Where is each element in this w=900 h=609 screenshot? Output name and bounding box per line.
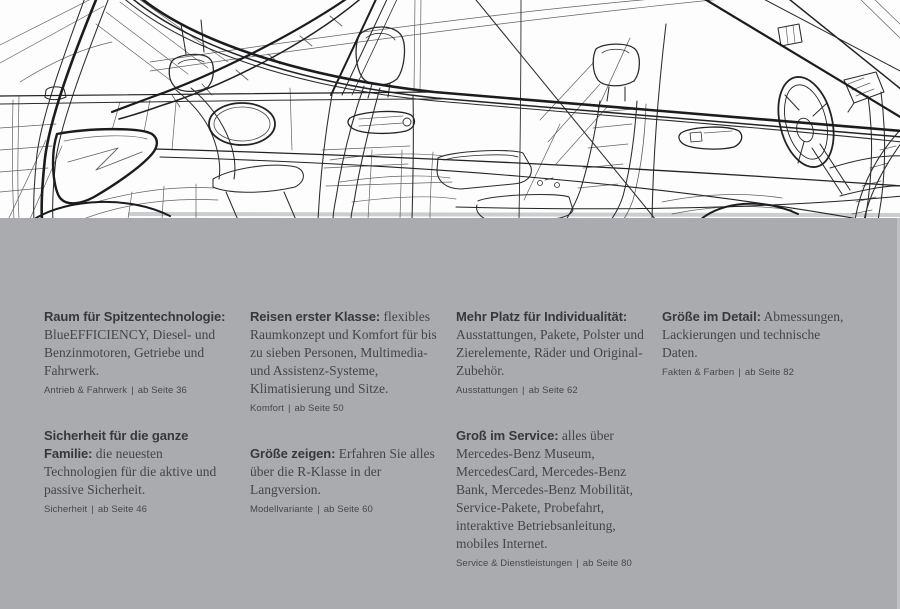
- category-label: Modellvariante: [250, 504, 314, 515]
- feature-block: [662, 308, 852, 379]
- hero-illustration-area: [0, 0, 900, 218]
- car-wireframe-illustration: [0, 0, 900, 218]
- feature-text: [250, 445, 440, 499]
- caption-separator: |: [522, 385, 525, 396]
- page-reference: ab Seite 50: [294, 403, 344, 414]
- page-reference: ab Seite 82: [744, 367, 795, 378]
- feature-caption: [44, 504, 234, 516]
- feature-title: Größe zeigen:: [250, 446, 336, 461]
- feature-caption: [250, 504, 440, 516]
- column-2: [250, 308, 440, 609]
- category-label: Komfort: [250, 403, 284, 414]
- page-reference: ab Seite 60: [323, 504, 373, 515]
- feature-description: BlueEFFICIENCY, Diesel- und Benzinmotoren, Getriebe und Fahrwerk.: [44, 327, 216, 378]
- feature-title: Raum für Spitzentechnologie:: [44, 309, 226, 324]
- feature-text: [662, 308, 852, 362]
- column-1: [44, 308, 234, 609]
- caption-separator: |: [91, 504, 94, 515]
- feature-description: Ausstattungen, Pakete, Polster und Zierelemente, Räder und Original-Zubehör.: [456, 327, 644, 378]
- caption-separator: |: [576, 558, 579, 569]
- category-label: Antrieb & Fahrwerk: [44, 385, 128, 396]
- feature-caption: [456, 558, 646, 570]
- feature-description: Abmessungen, Lackierungen und technische Daten.: [662, 309, 844, 360]
- feature-title: Größe im Detail:: [662, 309, 761, 324]
- column-3: [456, 308, 646, 609]
- feature-text: [456, 427, 646, 553]
- caption-separator: |: [738, 367, 741, 378]
- feature-description: Erfahren Sie alles über die R-Klasse in der Langversion.: [250, 446, 435, 497]
- feature-title: Sicherheit für die ganze Familie:: [44, 428, 189, 461]
- feature-caption: [456, 385, 646, 397]
- caption-separator: |: [317, 504, 320, 515]
- page-reference: ab Seite 62: [528, 385, 578, 396]
- feature-text: [250, 308, 440, 398]
- feature-description: alles über Mercedes-Benz Museum, MercedesCard, Mercedes-Benz Bank, Mercedes-Benz Mobilität, Service-Pakete, Probefahrt, interaktive Betriebsanleitung, mobiles Internet.: [456, 428, 633, 551]
- category-label: Service & Dienstleistungen: [456, 558, 573, 569]
- caption-separator: |: [287, 403, 291, 414]
- feature-text: [44, 308, 234, 380]
- feature-text: [456, 308, 646, 380]
- column-4: [662, 308, 852, 609]
- feature-title: Reisen erster Klasse:: [250, 309, 381, 324]
- feature-block: [456, 308, 646, 397]
- page-reference: ab Seite 80: [582, 558, 632, 569]
- feature-caption: [662, 367, 852, 379]
- page-reference: ab Seite 36: [137, 385, 187, 396]
- feature-block: [44, 308, 234, 397]
- page-reference: ab Seite 46: [97, 504, 147, 515]
- feature-description: flexibles Raumkonzept und Komfort für bis zu sieben Personen, Multimedia- und Assistenz-Systeme, Klimatisierung und Sitze.: [250, 309, 437, 396]
- feature-block: [456, 427, 646, 570]
- feature-caption: [44, 385, 234, 397]
- category-label: Ausstattungen: [456, 385, 519, 396]
- feature-block: [250, 308, 440, 415]
- content-panel: [0, 218, 900, 609]
- feature-block: [44, 427, 234, 516]
- feature-description: die neuesten Technologien für die aktive und passive Sicherheit.: [44, 446, 217, 497]
- feature-title: Mehr Platz für Individualität:: [456, 309, 628, 324]
- feature-caption: [250, 403, 440, 415]
- feature-title: Groß im Service:: [456, 428, 559, 443]
- caption-separator: |: [131, 385, 134, 396]
- feature-block: [250, 445, 440, 516]
- category-label: Sicherheit: [44, 504, 88, 515]
- feature-text: [44, 427, 234, 499]
- category-label: Fakten & Farben: [662, 367, 735, 378]
